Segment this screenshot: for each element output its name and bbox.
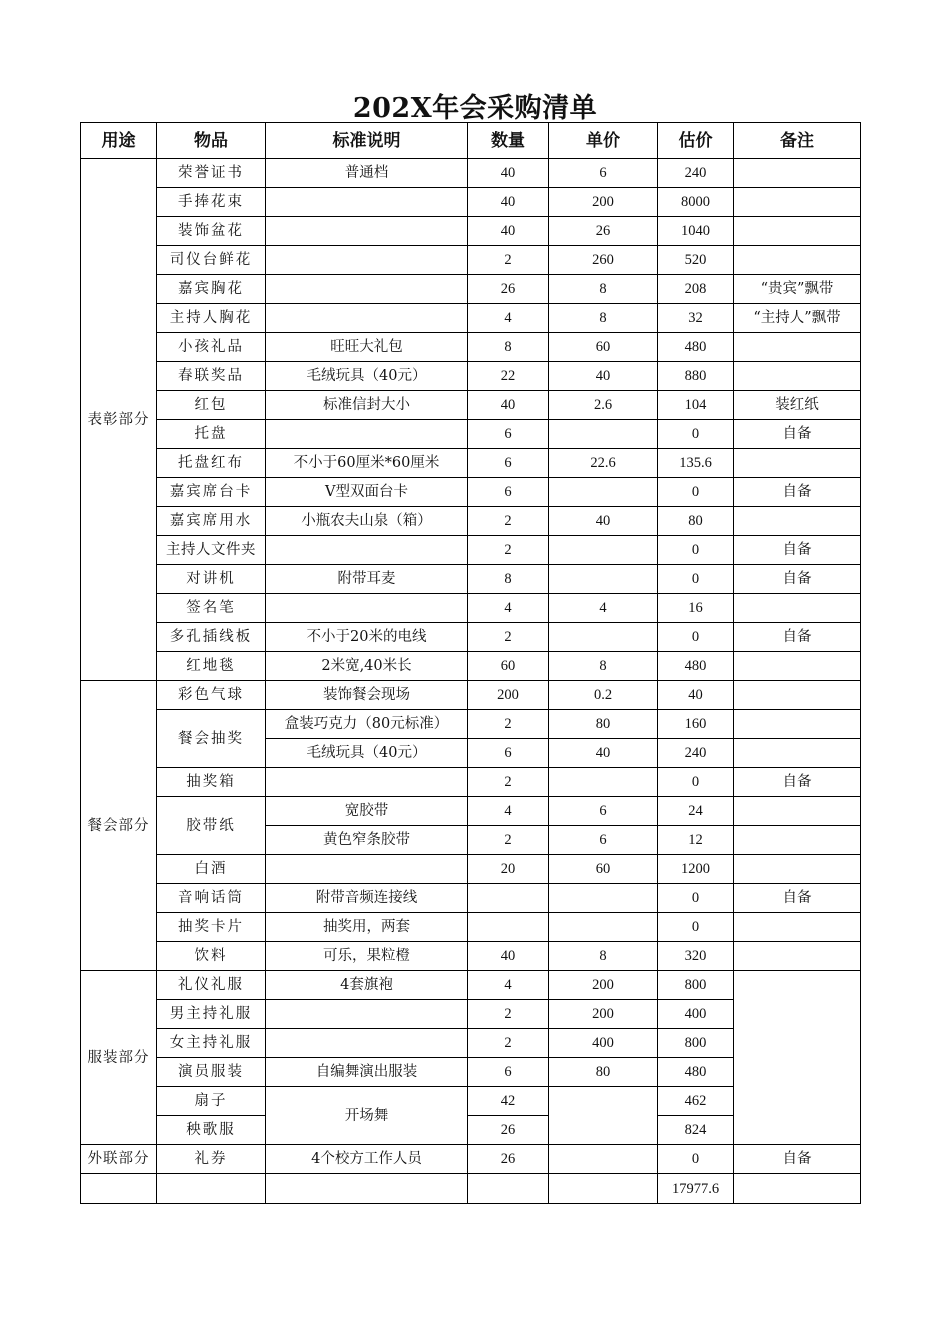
price-cell: 400 — [549, 1029, 658, 1058]
note-cell — [734, 826, 861, 855]
table-row — [81, 362, 861, 391]
price-cell: 0.2 — [549, 681, 658, 710]
estimate-cell: 160 — [658, 710, 734, 739]
estimate-cell: 880 — [658, 362, 734, 391]
estimate-cell: 800 — [658, 1029, 734, 1058]
price-cell — [549, 478, 658, 507]
item-cell: 装饰盆花 — [157, 217, 266, 246]
estimate-cell: 0 — [658, 768, 734, 797]
header-cell: 物品 — [157, 123, 266, 159]
estimate-cell: 240 — [658, 159, 734, 188]
price-cell — [549, 623, 658, 652]
item-cell: 司仪台鲜花 — [157, 246, 266, 275]
price-cell: 6 — [549, 826, 658, 855]
note-cell — [734, 971, 861, 1145]
qty-cell: 4 — [468, 971, 549, 1000]
estimate-cell: 104 — [658, 391, 734, 420]
estimate-cell: 462 — [658, 1087, 734, 1116]
item-cell: 小孩礼品 — [157, 333, 266, 362]
estimate-cell: 1040 — [658, 217, 734, 246]
note-cell: 自备 — [734, 884, 861, 913]
desc-cell — [266, 304, 468, 333]
note-cell — [734, 449, 861, 478]
desc-cell: 小瓶农夫山泉（箱） — [266, 507, 468, 536]
table-row — [81, 391, 861, 420]
price-cell: 60 — [549, 855, 658, 884]
desc-cell — [266, 594, 468, 623]
qty-cell: 2 — [468, 768, 549, 797]
desc-cell: 4套旗袍 — [266, 971, 468, 1000]
table-row — [81, 246, 861, 275]
note-cell: 自备 — [734, 565, 861, 594]
desc-cell: 旺旺大礼包 — [266, 333, 468, 362]
estimate-cell: 480 — [658, 652, 734, 681]
item-cell: 胶带纸 — [157, 797, 266, 855]
estimate-cell: 0 — [658, 623, 734, 652]
note-cell: 自备 — [734, 623, 861, 652]
table-row — [81, 565, 861, 594]
note-cell — [734, 159, 861, 188]
price-cell: 200 — [549, 1000, 658, 1029]
estimate-cell: 0 — [658, 478, 734, 507]
table-row — [81, 855, 861, 884]
table-row — [81, 768, 861, 797]
qty-cell: 22 — [468, 362, 549, 391]
item-cell: 荣誉证书 — [157, 159, 266, 188]
estimate-cell: 1200 — [658, 855, 734, 884]
qty-cell: 6 — [468, 478, 549, 507]
qty-cell: 40 — [468, 188, 549, 217]
item-cell: 托盘 — [157, 420, 266, 449]
estimate-cell: 824 — [658, 1116, 734, 1145]
price-cell: 40 — [549, 362, 658, 391]
note-cell: 自备 — [734, 478, 861, 507]
estimate-cell: 208 — [658, 275, 734, 304]
header-cell: 标准说明 — [266, 123, 468, 159]
note-cell — [734, 855, 861, 884]
qty-cell: 40 — [468, 217, 549, 246]
item-cell: 女主持礼服 — [157, 1029, 266, 1058]
desc-cell: 抽奖用，两套 — [266, 913, 468, 942]
qty-cell — [468, 884, 549, 913]
qty-cell: 20 — [468, 855, 549, 884]
qty-cell: 2 — [468, 536, 549, 565]
qty-cell: 4 — [468, 304, 549, 333]
desc-cell — [266, 855, 468, 884]
total-estimate-cell: 17977.6 — [658, 1174, 734, 1204]
note-cell — [734, 594, 861, 623]
price-cell: 40 — [549, 739, 658, 768]
qty-cell: 2 — [468, 1029, 549, 1058]
qty-cell — [468, 913, 549, 942]
item-cell: 红地毯 — [157, 652, 266, 681]
estimate-cell: 0 — [658, 420, 734, 449]
table-row — [81, 884, 861, 913]
estimate-cell: 16 — [658, 594, 734, 623]
header-row — [81, 123, 861, 159]
qty-cell: 60 — [468, 652, 549, 681]
desc-cell — [266, 1000, 468, 1029]
estimate-cell: 520 — [658, 246, 734, 275]
qty-cell: 6 — [468, 449, 549, 478]
table-row — [81, 652, 861, 681]
desc-cell — [266, 1029, 468, 1058]
purchase-table — [80, 122, 861, 1204]
desc-cell — [266, 188, 468, 217]
note-cell — [734, 333, 861, 362]
estimate-cell: 0 — [658, 913, 734, 942]
note-cell — [734, 681, 861, 710]
table-row — [81, 478, 861, 507]
price-cell — [549, 536, 658, 565]
item-cell: 礼仪礼服 — [157, 971, 266, 1000]
price-cell — [549, 913, 658, 942]
estimate-cell: 135.6 — [658, 449, 734, 478]
item-cell: 主持人胸花 — [157, 304, 266, 333]
desc-cell: 普通档 — [266, 159, 468, 188]
desc-cell: 黄色窄条胶带 — [266, 826, 468, 855]
table-row — [81, 507, 861, 536]
qty-cell: 4 — [468, 594, 549, 623]
price-cell — [549, 884, 658, 913]
estimate-cell: 0 — [658, 565, 734, 594]
price-cell: 2.6 — [549, 391, 658, 420]
qty-cell: 26 — [468, 1145, 549, 1174]
desc-cell: 可乐，果粒橙 — [266, 942, 468, 971]
empty-cell — [266, 1174, 468, 1204]
empty-cell — [468, 1174, 549, 1204]
empty-cell — [157, 1174, 266, 1204]
item-cell: 音响话筒 — [157, 884, 266, 913]
header-cell: 用途 — [81, 123, 157, 159]
estimate-cell: 480 — [658, 1058, 734, 1087]
item-cell: 演员服装 — [157, 1058, 266, 1087]
price-cell — [549, 1087, 658, 1145]
item-cell: 礼券 — [157, 1145, 266, 1174]
desc-cell: 2米宽,40米长 — [266, 652, 468, 681]
qty-cell: 40 — [468, 942, 549, 971]
desc-cell — [266, 217, 468, 246]
price-cell: 260 — [549, 246, 658, 275]
estimate-cell: 24 — [658, 797, 734, 826]
estimate-cell: 400 — [658, 1000, 734, 1029]
desc-cell — [266, 275, 468, 304]
qty-cell: 2 — [468, 507, 549, 536]
item-cell: 彩色气球 — [157, 681, 266, 710]
table-row — [81, 942, 861, 971]
note-cell: 自备 — [734, 536, 861, 565]
note-cell — [734, 797, 861, 826]
price-cell — [549, 565, 658, 594]
note-cell: 自备 — [734, 768, 861, 797]
table-row — [81, 710, 861, 739]
table-row — [81, 971, 861, 1000]
empty-cell — [81, 1174, 157, 1204]
desc-cell: 不小于60厘米*60厘米 — [266, 449, 468, 478]
table-row — [81, 217, 861, 246]
item-cell: 手捧花束 — [157, 188, 266, 217]
estimate-cell: 0 — [658, 884, 734, 913]
price-cell: 200 — [549, 971, 658, 1000]
table-row — [81, 275, 861, 304]
table-row — [81, 449, 861, 478]
note-cell: “贵宾”飘带 — [734, 275, 861, 304]
estimate-cell: 240 — [658, 739, 734, 768]
estimate-cell: 40 — [658, 681, 734, 710]
note-cell — [734, 652, 861, 681]
table-row — [81, 594, 861, 623]
desc-cell: 不小于20米的电线 — [266, 623, 468, 652]
qty-cell: 2 — [468, 710, 549, 739]
desc-cell: 毛绒玩具（40元） — [266, 362, 468, 391]
category-cell: 服装部分 — [81, 971, 157, 1145]
estimate-cell: 480 — [658, 333, 734, 362]
qty-cell: 2 — [468, 623, 549, 652]
desc-cell: 标准信封大小 — [266, 391, 468, 420]
table-row — [81, 304, 861, 333]
header-cell: 单价 — [549, 123, 658, 159]
qty-cell: 8 — [468, 333, 549, 362]
header-cell: 数量 — [468, 123, 549, 159]
desc-cell: 4个校方工作人员 — [266, 1145, 468, 1174]
price-cell — [549, 1145, 658, 1174]
estimate-cell: 32 — [658, 304, 734, 333]
category-cell: 外联部分 — [81, 1145, 157, 1174]
item-cell: 嘉宾席用水 — [157, 507, 266, 536]
note-cell — [734, 362, 861, 391]
price-cell: 8 — [549, 652, 658, 681]
price-cell: 80 — [549, 1058, 658, 1087]
item-cell: 餐会抽奖 — [157, 710, 266, 768]
qty-cell: 26 — [468, 1116, 549, 1145]
table-row — [81, 536, 861, 565]
empty-cell — [549, 1174, 658, 1204]
desc-cell: 附带耳麦 — [266, 565, 468, 594]
item-cell: 白酒 — [157, 855, 266, 884]
estimate-cell: 320 — [658, 942, 734, 971]
desc-cell: 毛绒玩具（40元） — [266, 739, 468, 768]
note-cell — [734, 507, 861, 536]
table-row — [81, 681, 861, 710]
qty-cell: 6 — [468, 739, 549, 768]
desc-cell: 装饰餐会现场 — [266, 681, 468, 710]
qty-cell: 2 — [468, 246, 549, 275]
table-row — [81, 1145, 861, 1174]
desc-cell — [266, 246, 468, 275]
note-cell — [734, 913, 861, 942]
estimate-cell: 0 — [658, 1145, 734, 1174]
price-cell: 200 — [549, 188, 658, 217]
table-row — [81, 159, 861, 188]
estimate-cell: 8000 — [658, 188, 734, 217]
table-row — [81, 623, 861, 652]
qty-cell: 6 — [468, 1058, 549, 1087]
note-cell — [734, 942, 861, 971]
qty-cell: 40 — [468, 159, 549, 188]
note-cell: 装红纸 — [734, 391, 861, 420]
price-cell: 8 — [549, 304, 658, 333]
price-cell: 4 — [549, 594, 658, 623]
note-cell: 自备 — [734, 1145, 861, 1174]
table-row — [81, 420, 861, 449]
item-cell: 扇子 — [157, 1087, 266, 1116]
qty-cell: 26 — [468, 275, 549, 304]
price-cell: 8 — [549, 275, 658, 304]
qty-cell: 8 — [468, 565, 549, 594]
estimate-cell: 800 — [658, 971, 734, 1000]
item-cell: 饮料 — [157, 942, 266, 971]
note-cell: “主持人”飘带 — [734, 304, 861, 333]
price-cell: 6 — [549, 159, 658, 188]
price-cell: 8 — [549, 942, 658, 971]
desc-cell: V型双面台卡 — [266, 478, 468, 507]
note-cell: 自备 — [734, 420, 861, 449]
qty-cell: 2 — [468, 1000, 549, 1029]
qty-cell: 200 — [468, 681, 549, 710]
note-cell — [734, 710, 861, 739]
item-cell: 男主持礼服 — [157, 1000, 266, 1029]
header-cell: 备注 — [734, 123, 861, 159]
item-cell: 托盘红布 — [157, 449, 266, 478]
item-cell: 红包 — [157, 391, 266, 420]
table-row — [81, 913, 861, 942]
note-cell — [734, 246, 861, 275]
price-cell: 26 — [549, 217, 658, 246]
price-cell: 80 — [549, 710, 658, 739]
item-cell: 抽奖卡片 — [157, 913, 266, 942]
item-cell: 对讲机 — [157, 565, 266, 594]
qty-cell: 4 — [468, 797, 549, 826]
note-cell — [734, 739, 861, 768]
desc-cell: 自编舞演出服装 — [266, 1058, 468, 1087]
total-row — [81, 1174, 861, 1204]
header-cell: 估价 — [658, 123, 734, 159]
item-cell: 多孔插线板 — [157, 623, 266, 652]
desc-cell: 附带音频连接线 — [266, 884, 468, 913]
note-cell — [734, 217, 861, 246]
item-cell: 签名笔 — [157, 594, 266, 623]
price-cell — [549, 420, 658, 449]
table-row — [81, 333, 861, 362]
desc-cell — [266, 768, 468, 797]
note-cell — [734, 188, 861, 217]
price-cell — [549, 768, 658, 797]
qty-cell: 42 — [468, 1087, 549, 1116]
table-row — [81, 797, 861, 826]
desc-cell: 盒装巧克力（80元标准） — [266, 710, 468, 739]
desc-cell: 开场舞 — [266, 1087, 468, 1145]
price-cell: 6 — [549, 797, 658, 826]
item-cell: 春联奖品 — [157, 362, 266, 391]
qty-cell: 40 — [468, 391, 549, 420]
price-cell: 40 — [549, 507, 658, 536]
document-title: 202X年会采购清单 — [352, 93, 598, 124]
desc-cell: 宽胶带 — [266, 797, 468, 826]
qty-cell: 6 — [468, 420, 549, 449]
item-cell: 抽奖箱 — [157, 768, 266, 797]
qty-cell: 2 — [468, 826, 549, 855]
category-cell: 餐会部分 — [81, 681, 157, 971]
estimate-cell: 12 — [658, 826, 734, 855]
item-cell: 嘉宾席台卡 — [157, 478, 266, 507]
item-cell: 嘉宾胸花 — [157, 275, 266, 304]
item-cell: 主持人文件夹 — [157, 536, 266, 565]
price-cell: 22.6 — [549, 449, 658, 478]
estimate-cell: 0 — [658, 536, 734, 565]
desc-cell — [266, 536, 468, 565]
category-cell: 表彰部分 — [81, 159, 157, 681]
price-cell: 60 — [549, 333, 658, 362]
desc-cell — [266, 420, 468, 449]
estimate-cell: 80 — [658, 507, 734, 536]
empty-cell — [734, 1174, 861, 1204]
table-row — [81, 188, 861, 217]
item-cell: 秧歌服 — [157, 1116, 266, 1145]
